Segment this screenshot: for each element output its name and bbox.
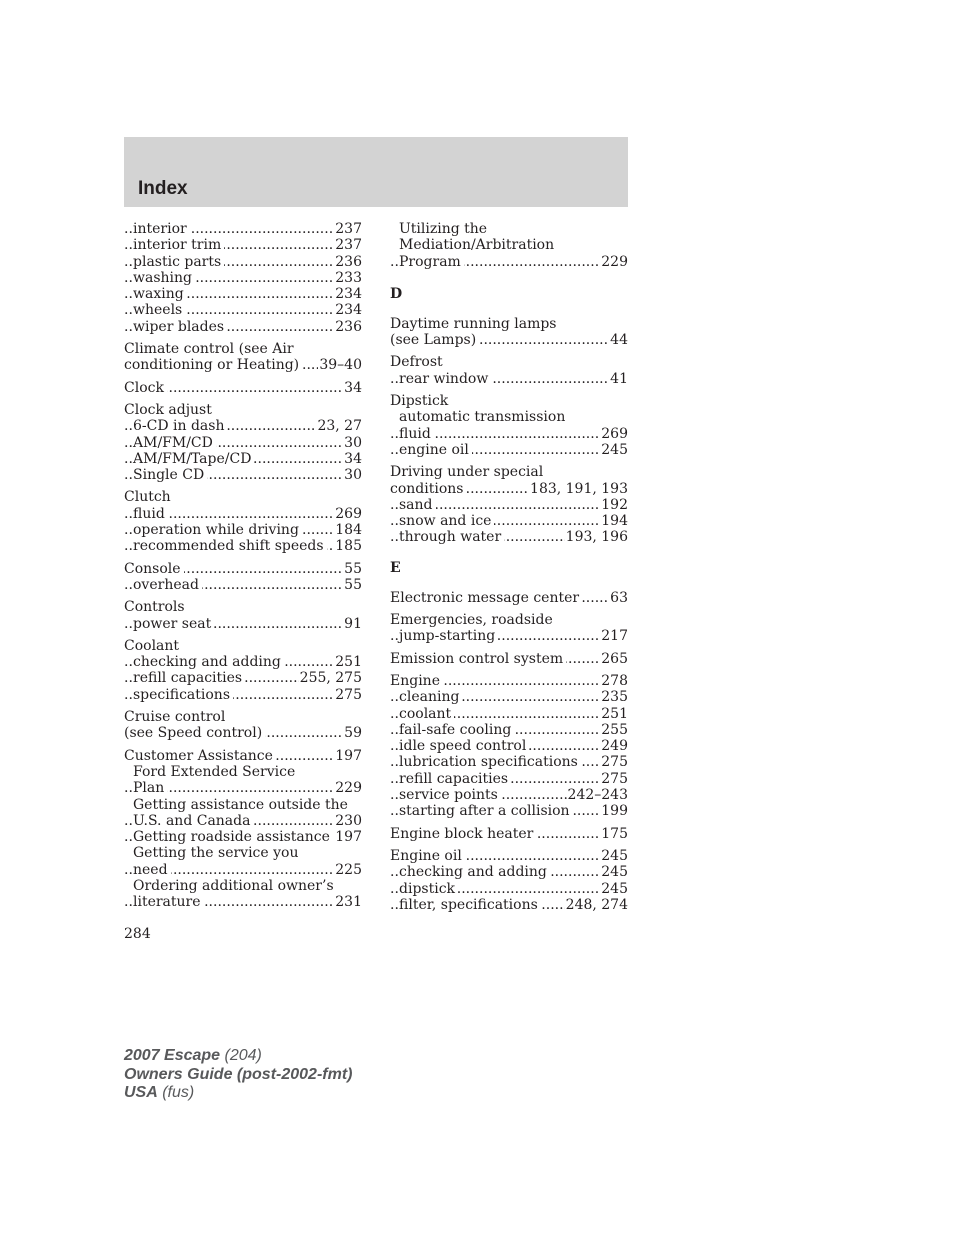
entry-text: wiper blades [133, 319, 227, 335]
entry-text: Engine oil [390, 848, 465, 864]
footer-model-code: (204) [220, 1047, 262, 1064]
entry-text: interior [133, 221, 190, 237]
index-entry [390, 848, 628, 864]
entry-page-ref: 55 [344, 576, 362, 593]
entry-page-ref: 44 [610, 332, 628, 349]
index-subentry [390, 628, 628, 644]
entry-text: refill capacities [133, 670, 245, 686]
entry-text: conditions [390, 481, 466, 497]
index-subentry [124, 813, 362, 829]
index-subentry [124, 862, 362, 878]
entry-page-ref: 217 [601, 628, 628, 645]
index-entry [124, 725, 362, 741]
footer-market-code: (fus) [157, 1084, 195, 1101]
footer-line-1 [124, 1047, 352, 1066]
index-subentry [124, 829, 362, 845]
index-entry [124, 402, 362, 418]
index-entry-group [390, 464, 628, 545]
entry-page-ref: 275 [601, 754, 628, 771]
index-subentry [390, 689, 628, 705]
index-entry-group [390, 848, 628, 913]
index-entry [390, 354, 628, 370]
index-subentry [390, 771, 628, 787]
entry-text: Coolant [124, 637, 180, 654]
entry-page-ref: 63 [610, 589, 628, 606]
index-entry-group [390, 221, 628, 270]
entry-text: wheels [133, 302, 185, 318]
page-title: Index [138, 178, 188, 199]
entry-text: Plan [133, 780, 167, 796]
footer [124, 1047, 352, 1103]
entry-text: Climate control (see Air [124, 341, 294, 358]
index-subentry [124, 616, 362, 632]
index-entry-group [124, 748, 362, 911]
entry-page-ref: 229 [335, 780, 362, 797]
entry-text: Utilizing the [399, 221, 488, 237]
index-entry [390, 826, 628, 842]
index-entry-group [390, 826, 628, 842]
entry-page-ref: 91 [344, 615, 362, 632]
index-section-letter: D [390, 285, 403, 302]
entry-text: Ford Extended Service [133, 763, 296, 780]
footer-model: 2007 Escape [124, 1047, 221, 1064]
entry-page-ref: 197 [335, 829, 362, 846]
entry-page-ref: 175 [601, 825, 628, 842]
header-bar [124, 137, 628, 207]
index-subentry [124, 237, 362, 253]
index-subentry [124, 894, 362, 910]
index-subentry [390, 864, 628, 880]
entry-page-ref: 249 [601, 738, 628, 755]
index-entry-group [390, 673, 628, 820]
entry-page-ref: 229 [601, 253, 628, 270]
index-entry-group [124, 380, 362, 396]
index-subentry [124, 221, 362, 237]
index-section-letter: E [390, 559, 401, 576]
index-subentry [124, 451, 362, 467]
index-subentry [124, 764, 362, 780]
index-subentry [124, 506, 362, 522]
index-subentry [124, 687, 362, 703]
entry-text: cleaning [399, 689, 462, 705]
entry-page-ref: 237 [335, 221, 362, 237]
index-entry [124, 561, 362, 577]
entry-text: coolant [399, 706, 454, 722]
index-entry [124, 489, 362, 505]
entry-text: Mediation/Arbitration [399, 237, 555, 254]
entry-page-ref: 233 [335, 269, 362, 286]
entry-text: checking and adding [399, 864, 550, 880]
index-subentry [124, 467, 362, 483]
entry-page-ref: 230 [335, 812, 362, 829]
index-subentry [124, 538, 362, 554]
entry-text: Electronic message center [390, 590, 582, 606]
entry-page-ref: 234 [335, 302, 362, 319]
index-entry-group [124, 221, 362, 335]
entry-page-ref: 41 [610, 370, 628, 387]
index-subentry [124, 254, 362, 270]
entry-page-ref: 265 [601, 650, 628, 667]
footer-guide: Owners Guide (post-2002-fmt) [124, 1065, 353, 1083]
entry-text: Ordering additional owner’s [133, 877, 334, 894]
entry-text: starting after a collision [399, 803, 573, 819]
entry-text: fluid [399, 426, 434, 442]
entry-text: washing [133, 270, 195, 286]
entry-text: AM/FM/CD [133, 435, 216, 451]
index-entry-group [390, 354, 628, 387]
entry-page-ref: 231 [335, 894, 362, 911]
entry-text: Getting assistance outside the [133, 796, 348, 813]
entry-text: Console [124, 561, 184, 577]
entry-page-ref: 184 [335, 522, 362, 539]
index-subentry [124, 522, 362, 538]
index-entry-group [390, 393, 628, 458]
entry-page-ref: 251 [601, 705, 628, 722]
entry-page-ref: 242–243 [567, 787, 628, 804]
entry-page-ref: 34 [344, 379, 362, 396]
index-subentry [390, 803, 628, 819]
index-subentry [390, 426, 628, 442]
index-subentry [390, 722, 628, 738]
index-entry [390, 481, 628, 497]
entry-text: Getting the service you [133, 845, 299, 862]
entry-text: Defrost [390, 354, 443, 371]
index-entry [390, 651, 628, 667]
index-subentry [390, 513, 628, 529]
entry-text: U.S. and Canada [133, 813, 253, 829]
entry-text: Engine block heater [390, 826, 536, 842]
index-entry-group [390, 651, 628, 667]
index-entry-group [390, 612, 628, 645]
entry-page-ref: 235 [601, 689, 628, 706]
entry-page-ref: 59 [344, 725, 362, 742]
entry-page-ref: 236 [335, 318, 362, 335]
index-entry-group [390, 316, 628, 349]
entry-text: operation while driving [133, 522, 302, 538]
entry-text: dipstick [399, 881, 458, 897]
index-entry [124, 599, 362, 615]
entry-text: idle speed control [399, 738, 529, 754]
entry-text: snow and ice [399, 513, 494, 529]
index-subentry [390, 787, 628, 803]
index-column-right [390, 221, 628, 919]
entry-text: power seat [133, 616, 214, 632]
entry-text: lubrication specifications [399, 754, 581, 770]
entry-text: Emergencies, roadside [390, 612, 553, 629]
entry-text: jump-starting [399, 628, 498, 644]
entry-page-ref: 23, 27 [317, 418, 362, 435]
entry-page-ref: 255 [601, 721, 628, 738]
entry-page-ref: 225 [335, 861, 362, 878]
entry-page-ref: 193, 196 [565, 529, 628, 546]
entry-text: automatic transmission [399, 409, 566, 426]
entry-text: (see Lamps) [390, 332, 479, 348]
footer-market: USA [124, 1084, 158, 1101]
entry-page-ref: 269 [335, 505, 362, 522]
entry-text: fail-safe cooling [399, 722, 514, 738]
index-column-left [124, 221, 362, 917]
entry-text: conditioning or Heating) [124, 357, 302, 373]
entry-page-ref: 30 [344, 467, 362, 484]
entry-text: Driving under special [390, 464, 544, 481]
entry-text: Clock adjust [124, 401, 212, 418]
index-entry-group [124, 709, 362, 742]
entry-text: through water [399, 529, 504, 545]
index-entry-group [124, 341, 362, 374]
index-subentry [390, 371, 628, 387]
entry-text: 6-CD in dash [133, 418, 227, 434]
index-entry [390, 612, 628, 628]
footer-line-3 [124, 1084, 352, 1103]
index-subentry [124, 845, 362, 861]
index-subentry [390, 442, 628, 458]
index-subentry [390, 706, 628, 722]
entry-page-ref: 275 [335, 686, 362, 703]
index-subentry [390, 497, 628, 513]
entry-page-ref: 245 [601, 441, 628, 458]
index-subentry [124, 780, 362, 796]
index-subentry [124, 670, 362, 686]
entry-page-ref: 55 [344, 560, 362, 577]
entry-text: waxing [133, 286, 187, 302]
index-subentry [390, 237, 628, 253]
entry-page-ref: 248, 274 [565, 896, 628, 913]
index-subentry [124, 797, 362, 813]
index-entry-group [124, 561, 362, 594]
index-subentry [124, 319, 362, 335]
entry-text: checking and adding [133, 654, 284, 670]
index-subentry [124, 878, 362, 894]
index-entry [390, 464, 628, 480]
index-entry [390, 590, 628, 606]
index-subentry [390, 529, 628, 545]
page-number: 284 [124, 926, 151, 942]
entry-text: engine oil [399, 442, 472, 458]
index-entry [390, 316, 628, 332]
index-entry [124, 380, 362, 396]
entry-text: plastic parts [133, 254, 224, 270]
entry-text: Program [399, 254, 464, 270]
entry-text: Emission control system [390, 651, 566, 667]
entry-text: Engine [390, 673, 443, 689]
entry-text: interior trim [133, 237, 224, 253]
index-subentry [124, 302, 362, 318]
entry-text: AM/FM/Tape/CD [133, 451, 254, 467]
entry-text: Clutch [124, 489, 171, 506]
entry-page-ref: 236 [335, 253, 362, 270]
entry-page-ref: 194 [601, 513, 628, 530]
index-entry-group [124, 638, 362, 703]
entry-page-ref: 185 [335, 538, 362, 555]
index-subentry [390, 409, 628, 425]
index-entry [124, 638, 362, 654]
index-subentry [124, 418, 362, 434]
entry-page-ref: 275 [601, 770, 628, 787]
entry-page-ref: 234 [335, 286, 362, 303]
entry-text: Clock [124, 380, 167, 396]
index-subentry [124, 577, 362, 593]
entry-page-ref: 245 [601, 864, 628, 881]
index-subentry [390, 221, 628, 237]
entry-text: literature [133, 894, 204, 910]
index-subentry [124, 270, 362, 286]
index-entry [124, 748, 362, 764]
index-entry [124, 341, 362, 357]
entry-page-ref: 237 [335, 237, 362, 254]
index-entry-group [124, 489, 362, 554]
footer-line-2 [124, 1066, 352, 1085]
entry-page-ref: 269 [601, 425, 628, 442]
index-subentry [124, 654, 362, 670]
index-entry-group [124, 599, 362, 632]
entry-text: service points [399, 787, 501, 803]
index-subentry [390, 254, 628, 270]
entry-page-ref: 183, 191, 193 [530, 480, 628, 497]
entry-page-ref: 278 [601, 672, 628, 689]
index-subentry [390, 738, 628, 754]
index-entry [390, 332, 628, 348]
entry-page-ref: 192 [601, 496, 628, 513]
entry-text: filter, specifications [399, 897, 541, 913]
entry-text: fluid [133, 506, 168, 522]
entry-text: sand [399, 497, 436, 513]
entry-text: Controls [124, 599, 185, 616]
entry-page-ref: 251 [335, 654, 362, 671]
index-subentry [390, 754, 628, 770]
index-entry-group [124, 402, 362, 483]
entry-text: rear window [399, 371, 491, 387]
entry-text: (see Speed control) [124, 725, 265, 741]
entry-text: refill capacities [399, 771, 511, 787]
entry-text: Cruise control [124, 709, 226, 726]
index-subentry [124, 435, 362, 451]
index-entry [124, 357, 362, 373]
index-entry [390, 673, 628, 689]
entry-page-ref: 245 [601, 847, 628, 864]
index-entry [390, 393, 628, 409]
entry-page-ref: 34 [344, 450, 362, 467]
entry-text: Daytime running lamps [390, 315, 557, 332]
entry-text: Getting roadside assistance [133, 829, 333, 845]
entry-text: Customer Assistance [124, 748, 276, 764]
index-entry-group [390, 590, 628, 606]
index-subentry [390, 897, 628, 913]
entry-text: overhead [133, 577, 202, 593]
entry-text: Single CD [133, 467, 207, 483]
entry-page-ref: 245 [601, 880, 628, 897]
index-subentry [124, 286, 362, 302]
entry-text: Dipstick [390, 393, 449, 410]
index-subentry [390, 881, 628, 897]
entry-text: need [133, 862, 171, 878]
entry-page-ref: 255, 275 [299, 670, 362, 687]
entry-page-ref: 30 [344, 434, 362, 451]
entry-text: recommended shift speeds [133, 538, 327, 554]
entry-page-ref: 197 [335, 747, 362, 764]
entry-page-ref: 39–40 [319, 357, 362, 374]
entry-text: specifications [133, 687, 233, 703]
index-entry [124, 709, 362, 725]
entry-page-ref: 199 [601, 803, 628, 820]
